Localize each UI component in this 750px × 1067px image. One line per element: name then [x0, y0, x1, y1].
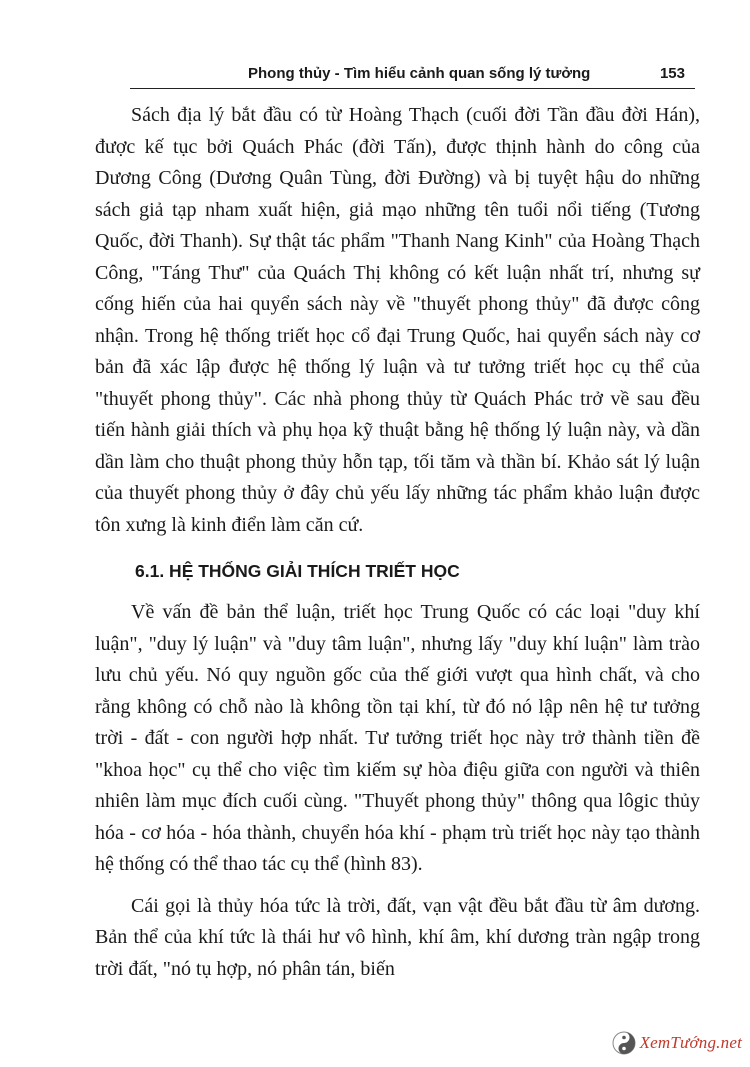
paragraph-2: Về vấn đề bản thể luận, triết học Trung Quốc có các loại "duy khí luận", "duy lý luận" và "duy tâm luận", nhưng lấy "duy khí luận" làm trào lưu chủ yếu. Nó quy nguồn gốc của thế giới vượt qua hình chất, và cho rằng không có chỗ nào là không tồn tại khí, từ đó nó lập nên hệ tư tưởng trời - đất - con người hợp nhất. Tư tưởng triết học này trở thành tiền đề "khoa học" cụ thể cho việc tìm kiếm sự hòa điệu giữa con người và thiên nhiên làm mục đích cuối cùng. "Thuyết phong thủy" thông qua lôgic thủy hóa - cơ hóa - hóa thành, chuyển hóa khí - phạm trù triết học này tạo thành hệ thống có thể thao tác cụ thể (hình 83). [95, 601, 700, 875]
watermark-text: XemTướng.net [639, 1033, 742, 1052]
paragraph-1: Sách địa lý bắt đầu có từ Hoàng Thạch (cuối đời Tần đầu đời Hán), được kế tục bởi Quách Phác (đời Tấn), được thịnh hành do công của Dương Công (Dương Quân Tùng, đời Đường) và bị tuyệt hậu do những sách giả tạp nham xuất hiện, giả mạo những tên tuổi nổi tiếng (Tương Quốc, đời Thanh). Sự thật tác phẩm "Thanh Nang Kinh" của Hoàng Thạch Công, "Táng Thư" của Quách Thị không có kết luận nhất trí, nhưng sự cống hiến của hai quyển sách này về "thuyết phong thủy" đã được công nhận. Trong hệ thống triết học cổ đại Trung Quốc, hai quyển sách này cơ bản đã xác lập được hệ thống lý luận và tư tưởng triết học cụ thể của "thuyết phong thủy". Các nhà phong thủy từ Quách Phác trở về sau đều tiến hành giải thích và phụ họa kỹ thuật bằng hệ thống lý luận này, và dần dần làm cho thuật phong thủy hỗn tạp, tối tăm và thần bí. Khảo sát lý luận của thuyết phong thủy ở đây chủ yếu lấy những tác phẩm khảo luận được tôn xưng là kinh điển làm căn cứ. [95, 104, 700, 536]
running-header [130, 62, 695, 89]
watermark [612, 1031, 742, 1055]
page-body [95, 100, 700, 985]
header-title: Phong thủy - Tìm hiểu cảnh quan sống lý tưởng [248, 65, 591, 82]
paragraph-3: Cái gọi là thủy hóa tức là trời, đất, vạn vật đều bắt đầu từ âm dương. Bản thể của khí tức là thái hư vô hình, khí âm, khí dương tràn ngập trong trời đất, "nó tụ hợp, nó phân tán, biến [95, 894, 700, 980]
page-number: 153 [659, 65, 685, 82]
section-heading: 6.1. HỆ THỐNG GIẢI THÍCH TRIẾT HỌC [135, 561, 460, 581]
yin-yang-icon [612, 1031, 636, 1055]
